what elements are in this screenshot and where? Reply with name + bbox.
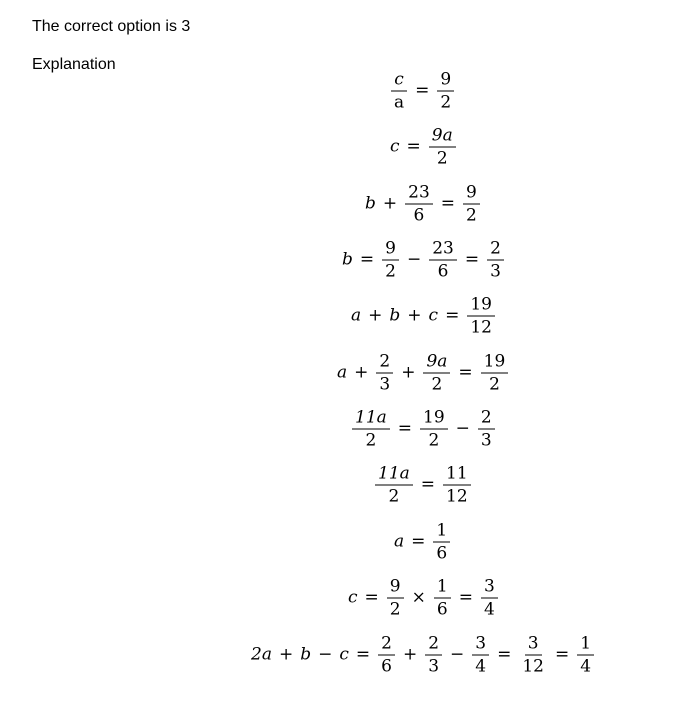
equation-row xyxy=(350,406,497,451)
math-operator: + xyxy=(278,644,294,665)
fraction-numerator: 1 xyxy=(434,575,451,598)
fraction-denominator: 2 xyxy=(388,486,400,506)
fraction-numerator: 19 xyxy=(481,350,509,373)
fraction xyxy=(420,406,448,451)
math-operator: = xyxy=(497,644,512,665)
fraction xyxy=(387,575,404,620)
equation-row xyxy=(350,293,497,338)
math-operator: = xyxy=(464,249,480,270)
fraction-denominator: 3 xyxy=(490,261,501,281)
fraction-denominator: 12 xyxy=(470,317,492,337)
fraction-numerator: 1 xyxy=(577,632,594,655)
fraction-denominator: 4 xyxy=(580,656,592,676)
fraction-denominator: 2 xyxy=(389,599,401,619)
equation-row xyxy=(389,68,456,113)
math-variable: c xyxy=(339,644,349,665)
fraction-denominator: 2 xyxy=(466,205,477,225)
math-operator: + xyxy=(407,305,422,326)
math-variable: b xyxy=(300,644,312,665)
fraction xyxy=(391,68,407,113)
fraction-denominator: 3 xyxy=(480,430,492,450)
fraction xyxy=(423,350,450,395)
fraction-numerator: 9 xyxy=(382,237,399,260)
fraction-numerator: 3 xyxy=(481,575,498,598)
equation-row xyxy=(393,519,452,564)
fraction-numerator: 2 xyxy=(376,350,393,373)
fraction xyxy=(433,519,450,564)
fraction xyxy=(378,632,395,677)
fraction-numerator: 11 xyxy=(443,462,471,485)
fraction xyxy=(472,632,489,677)
fraction-denominator: 12 xyxy=(522,656,544,676)
fraction-denominator: 6 xyxy=(436,543,448,563)
math-operator: + xyxy=(382,193,398,214)
fraction xyxy=(443,462,471,507)
fraction xyxy=(375,462,413,507)
math-variable: 2a xyxy=(251,644,272,665)
fraction-denominator: 2 xyxy=(365,430,377,450)
fraction-denominator: 6 xyxy=(413,205,425,225)
math-variable: a xyxy=(394,531,405,552)
math-operator: × xyxy=(411,587,426,608)
fraction xyxy=(429,237,457,282)
fraction-numerator: 9 xyxy=(463,181,480,204)
math-operator: = xyxy=(458,587,473,608)
fraction-denominator: 2 xyxy=(440,92,452,112)
math-operator: − xyxy=(406,249,422,270)
math-operator: = xyxy=(440,193,456,214)
fraction-numerator: 11a xyxy=(352,406,390,429)
fraction-numerator: 3 xyxy=(472,632,489,655)
fraction-denominator: 2 xyxy=(385,261,396,281)
equation-row xyxy=(250,632,596,677)
fraction xyxy=(481,350,509,395)
math-operator: + xyxy=(368,305,383,326)
math-variable: c xyxy=(428,305,439,326)
math-operator: + xyxy=(354,362,369,383)
math-variable: b xyxy=(389,305,401,326)
fraction-denominator: 6 xyxy=(437,261,449,281)
equation-row xyxy=(389,124,458,169)
fraction xyxy=(487,237,504,282)
fraction-numerator: 11a xyxy=(375,462,413,485)
math-operator: = xyxy=(445,305,460,326)
equation-row xyxy=(364,181,482,226)
math-operator: − xyxy=(318,644,333,665)
fraction xyxy=(467,293,495,338)
fraction-denominator: 2 xyxy=(436,148,448,168)
fraction-numerator: 9 xyxy=(437,68,454,91)
fraction-numerator: 9a xyxy=(423,350,450,373)
fraction-numerator: 23 xyxy=(429,237,457,260)
fraction xyxy=(352,406,390,451)
fraction-denominator: 6 xyxy=(436,599,448,619)
answer-heading: The correct option is 3 xyxy=(32,18,191,35)
equation-row xyxy=(373,462,473,507)
equation-row xyxy=(347,575,500,620)
fraction-numerator: 2 xyxy=(425,632,442,655)
math-operator: = xyxy=(355,644,371,665)
fraction-denominator: 3 xyxy=(428,656,440,676)
equation-row xyxy=(336,350,510,395)
fraction xyxy=(405,181,433,226)
math-variable: c xyxy=(390,136,400,157)
math-variable: c xyxy=(348,587,358,608)
math-operator: − xyxy=(450,644,465,665)
fraction-denominator: 4 xyxy=(483,599,495,619)
fraction xyxy=(481,575,498,620)
fraction-numerator: 23 xyxy=(405,181,433,204)
fraction-numerator: 2 xyxy=(487,237,504,260)
math-variable: a xyxy=(337,362,348,383)
fraction xyxy=(376,350,393,395)
fraction-numerator: 2 xyxy=(478,406,495,429)
fraction-denominator: 3 xyxy=(379,374,391,394)
fraction-denominator: 2 xyxy=(431,374,443,394)
math-variable: a xyxy=(351,305,362,326)
fraction xyxy=(478,406,495,451)
fraction-denominator: 4 xyxy=(475,656,487,676)
fraction xyxy=(463,181,480,226)
math-operator: = xyxy=(411,531,426,552)
fraction-numerator: 2 xyxy=(378,632,395,655)
fraction-denominator: a xyxy=(394,92,405,112)
math-operator: = xyxy=(359,249,375,270)
math-operator: − xyxy=(455,418,470,439)
math-operator: = xyxy=(406,136,421,157)
fraction xyxy=(425,632,442,677)
fraction-denominator: 12 xyxy=(446,486,468,506)
fraction-numerator: 19 xyxy=(420,406,448,429)
equation-row xyxy=(341,237,506,282)
fraction-numerator: 3 xyxy=(525,632,542,655)
math-variable: b xyxy=(365,193,376,214)
math-operator: = xyxy=(458,362,473,383)
fraction-numerator: 19 xyxy=(467,293,495,316)
fraction-denominator: 2 xyxy=(428,430,440,450)
math-operator: = xyxy=(364,587,379,608)
fraction xyxy=(382,237,399,282)
math-operator: = xyxy=(415,80,430,101)
fraction-denominator: 2 xyxy=(489,374,500,394)
math-variable: b xyxy=(342,249,353,270)
fraction-denominator: 6 xyxy=(381,656,392,676)
fraction-numerator: 1 xyxy=(433,519,450,542)
fraction xyxy=(519,632,547,677)
math-operator: + xyxy=(402,644,418,665)
math-operator: + xyxy=(401,362,416,383)
fraction xyxy=(577,632,594,677)
math-operator: = xyxy=(397,418,413,439)
explanation-label: Explanation xyxy=(32,56,116,73)
fraction-numerator: 9a xyxy=(429,124,456,147)
fraction-numerator: c xyxy=(391,68,407,91)
math-operator: = xyxy=(555,644,570,665)
fraction xyxy=(434,575,451,620)
math-operator: = xyxy=(420,474,436,495)
fraction-numerator: 9 xyxy=(387,575,404,598)
fraction xyxy=(429,124,456,169)
fraction xyxy=(437,68,454,113)
